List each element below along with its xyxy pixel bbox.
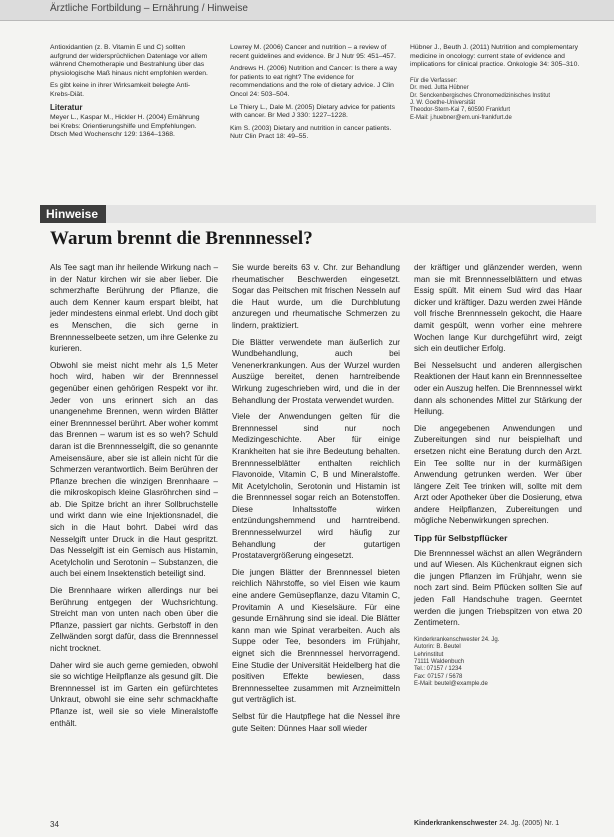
author-line: E-Mail: beutel@example.de	[414, 681, 488, 688]
author-line: 71111 Waldenbuch	[414, 659, 465, 666]
paragraph: Die Blätter verwendete man äußerlich zur Wundbehandlung, auch bei Venenerkrankungen. Aus der Wurzel wurden Auszüge bereitet, denen harntreibende Wirkung zugeschrieben wird, und die in der Behandlung der Prostata verwendet wurden.	[232, 337, 400, 405]
paragraph: der kräftiger und glänzender werden, wenn man sie mit Brennnesselblättern und etwas Essig spült. Mit einem Sud wird das Haar dicker und kräftiger. Dazu werden zwei Hände voll frische Brennnesseln gekocht, die Haare damit gespült, wenn vorher eine mehrere Wochen lange Kur durchgeführt wird, zeigt sich ein deutlicher Erfolg.	[414, 263, 582, 354]
article-title: Warum brennt die Brennnessel?	[50, 228, 313, 249]
contact-line: J. W. Goethe-Universität	[410, 100, 476, 106]
author-line: Autorin: B. Beutel	[414, 644, 461, 651]
paragraph: Bei Nesselsucht und anderen allergischen Reaktionen der Haut kann ein Brennnesseltee oder ein Auszug helfen. Die Brennnessel wirkt dann als schonendes Mittel zur Stärkung der Heilung.	[414, 360, 582, 417]
reference: Hübner J., Beuth J. (2011) Nutrition and complementary medicine in oncology: current state of evidence and implications for clinical practice. Onkologie 34: 305–310.	[410, 44, 580, 69]
section-band	[40, 205, 596, 223]
article-column-2	[232, 262, 400, 739]
paragraph: Die jungen Blätter der Brennnessel bieten reichlich Nährstoffe, so viel Eisen wie kaum eine andere Gemüsepflanze, dazu Vitamin C, Provitamin A und Kieselsäure. Für eine gesunde Ernährung sind sie ideal. Die Blätter kann man wie Spinat verarbeiten. Auch als Suppe oder Tee, besonders im Frühjahr, eignet sich die Brennnessel hervorragend. Eine Studie der Universität Heidelberg hat die positiven Effekte bewiesen, dass Brennnesseltee zusammen mit Arzneimitteln gut verträglich ist.	[232, 567, 400, 705]
paragraph: Daher wird sie auch gerne gemieden, obwohl sie so wichtige Heilpflanze als gesund gilt. Die Brennnessel ist im Garten ein gefürchtetes Unkraut, obwohl sie eine sehr schmackhafte Pflanze ist, weil sie so viele Mineralstoffe enthält.	[50, 660, 218, 728]
contact-block	[410, 78, 582, 122]
section-label: Hinweise	[40, 205, 106, 223]
page-header	[0, 0, 614, 21]
contact-line: Theodor-Stern-Kai 7, 60590 Frankfurt	[410, 107, 511, 114]
paragraph: Als Tee sagt man ihr heilende Wirkung nach – in der Natur kirchen wir sie aber lieber. Die schmerzhafte Berührung der Pflanze, die auch dem Kenner kaum erspart bleibt, hat jeder mindestens einmal erlebt. Und doch gibt es Menschen, die sich gerne in Brennnesselbeete setzen, um ihre Gelenke zu kurieren.	[50, 263, 218, 354]
contact-line: Dr. med. Jutta Hübner	[410, 85, 469, 92]
page-number: 34	[50, 820, 59, 829]
tips-heading: Tipp für Selbstpflücker	[414, 533, 508, 544]
paragraph: Obwohl sie meist nicht mehr als 1,5 Meter hoch wird, haben wir der Brennnessel gegenüber einen gehörigen Respekt vor ihr. Jeder von uns erinnert sich an das unangenehme Brennen, wenn wirden Blätter einer Brennnessel berührt. Aber woher kommt das Brennen – warum ist es so weh? Schuld daran ist die Brennnesselgift, die so genannte Ameisensäure, aber sie ist allein nicht für die Schmerzen verantwortlich. Beim Berühren der Pflanze brechen die winzigen Brennhaare – die mikroskopisch kleine Glasröhrchen sind – ab. Die Spitze bricht an ihrer Sollbruchstelle und wirkt dann wie eine Injektionsnadel, die sich in die Haut bohrt. Dabei wird das Nesselgift unter Druck in die Haut gespritzt. Das Nesselgift ist ein Gemisch aus Histamin, Acetylcholin und Serotonin – Substanzen, die auch bei einem Insektenstich beteiligt sind.	[50, 360, 218, 579]
journal-name: Kinderkrankenschwester	[414, 820, 498, 827]
reference: Le Thiery L., Dale M. (2005) Dietary advice for patients with cancer. Br Med J 330: 1227–1228.	[230, 103, 395, 120]
reference: Lowrey M. (2006) Cancer and nutrition – a review of recent guidelines and evidence. Br J Nutr 95: 451–457.	[230, 44, 396, 60]
reference: Kim S. (2003) Dietary and nutrition in cancer patients. Nutr Clin Pract 18: 49–55.	[230, 124, 392, 141]
top-column-3	[410, 44, 582, 122]
paragraph: Selbst für die Hautpflege hat die Nessel ihre gute Seiten: Dünnes Haar soll wieder	[232, 711, 400, 733]
paragraph: Die Brennhaare wirken allerdings nur bei Berührung entgegen der Wuchsrichtung. Streicht man von unten nach oben über die Pflanze, passiert gar nichts. Gerbstoff in den Zellwänden sorgt dafür, dass die Brennnessel nicht trocknet.	[50, 586, 218, 653]
paragraph: Die angegebenen Anwendungen und Zubereitungen sind nur beispielhaft und ersetzen nicht eine Beratung durch den Arzt. Ein Tee sollte nur in der kurmäßigen Anwendung getrunken werden. Wer über längere Zeit Tee trinken will, sollte mit dem Arzt oder Apotheker über die Dosierung, etwa andere Heilpflanzen, Zubereitungen und mögliche Nebenwirkungen sprechen.	[414, 423, 582, 526]
article-column-3	[414, 262, 582, 689]
author-line: Fax: 07157 / 5678	[414, 673, 463, 680]
author-line: Tel.: 07157 / 1234	[414, 666, 462, 673]
article-column-1	[50, 262, 218, 734]
paragraph: Es gibt keine in ihrer Wirksamkeit belegte Anti-Krebs-Diät.	[50, 82, 191, 98]
paragraph: Viele der Anwendungen gelten für die Brennnessel sind nur noch Medizingeschichte. Aber für einige Krankheiten hat sie ihre Bedeutung behalten. Brennnesselblätter enthalten reichlich Flavonoide, Vitamin C, B und Mineralstoffe. Mit Acetylcholin, Serotonin und Histamin ist die Brennnessel sogar reich an Botenstoffen. Diese Inhaltsstoffe wirken entzündungshemmend und harntreibend. Brennnesselwurzel wird häufig zur Behandlung der gutartigen Prostatavergrößerung eingesetzt.	[232, 412, 400, 561]
reference: Andrews H. (2006) Nutrition and Cancer: Is there a way for patients to eat right? The evidence for recommendations and the role of dietary advice. J Clin Oncol 24: 503–504.	[230, 65, 397, 98]
top-column-1	[50, 44, 208, 144]
author-line: Lehrinstitut	[414, 651, 444, 658]
paragraph: Antioxidantien (z. B. Vitamin E und C) sollten aufgrund der widersprüchlichen Datenlage vor allem während Chemotherapie und Bestrahlung über das physiologische Maß hinaus nicht empfohlen werden.	[50, 44, 208, 77]
top-continuation	[50, 44, 580, 192]
journal-issue: 24. Jg. (2005) Nr. 1	[499, 820, 560, 827]
header-text: Ärztliche Fortbildung – Ernährung / Hinweise	[50, 3, 248, 14]
top-column-2	[230, 44, 405, 146]
contact-line: Für die Verfasser:	[410, 77, 458, 84]
literature-heading: Literatur	[50, 102, 83, 112]
reference: Meyer L., Kaspar M., Hickler H. (2004) Ernährung bei Krebs: Orientierungshilfe und Empfehlungen. Dtsch Med Wochenschr 129: 1364–1368.	[50, 114, 200, 139]
contact-line: Dr. Senckenbergisches Chronomedizinisches Institut	[410, 92, 551, 99]
author-line: Kinderkrankenschwester 24. Jg.	[414, 636, 500, 643]
journal-footer	[414, 820, 559, 827]
tips-paragraph: Die Brennnessel wächst an allen Wegrändern und auf Wiesen. Als Küchenkraut eignen sich die jungen Pflanzen im Frühjahr, wenn sie noch zart sind. Beim Pflücken sollten Sie auf jeden Fall Handschuhe tragen. Geerntet werden die jungen Triebspitzen von etwa 20 Zentimetern.	[414, 548, 582, 628]
paragraph: Sie wurde bereits 63 v. Chr. zur Behandlung rheumatischer Beschwerden eingesetzt. Sogar das Peitschen mit frischen Nesseln auf die Haut wurde, um die Durchblutung anzuregen und rheumatische Schmerzen zu lindern, praktiziert.	[232, 263, 400, 330]
author-block	[414, 637, 582, 689]
contact-line: E-Mail: j.huebner@em.uni-frankfurt.de	[410, 114, 512, 121]
